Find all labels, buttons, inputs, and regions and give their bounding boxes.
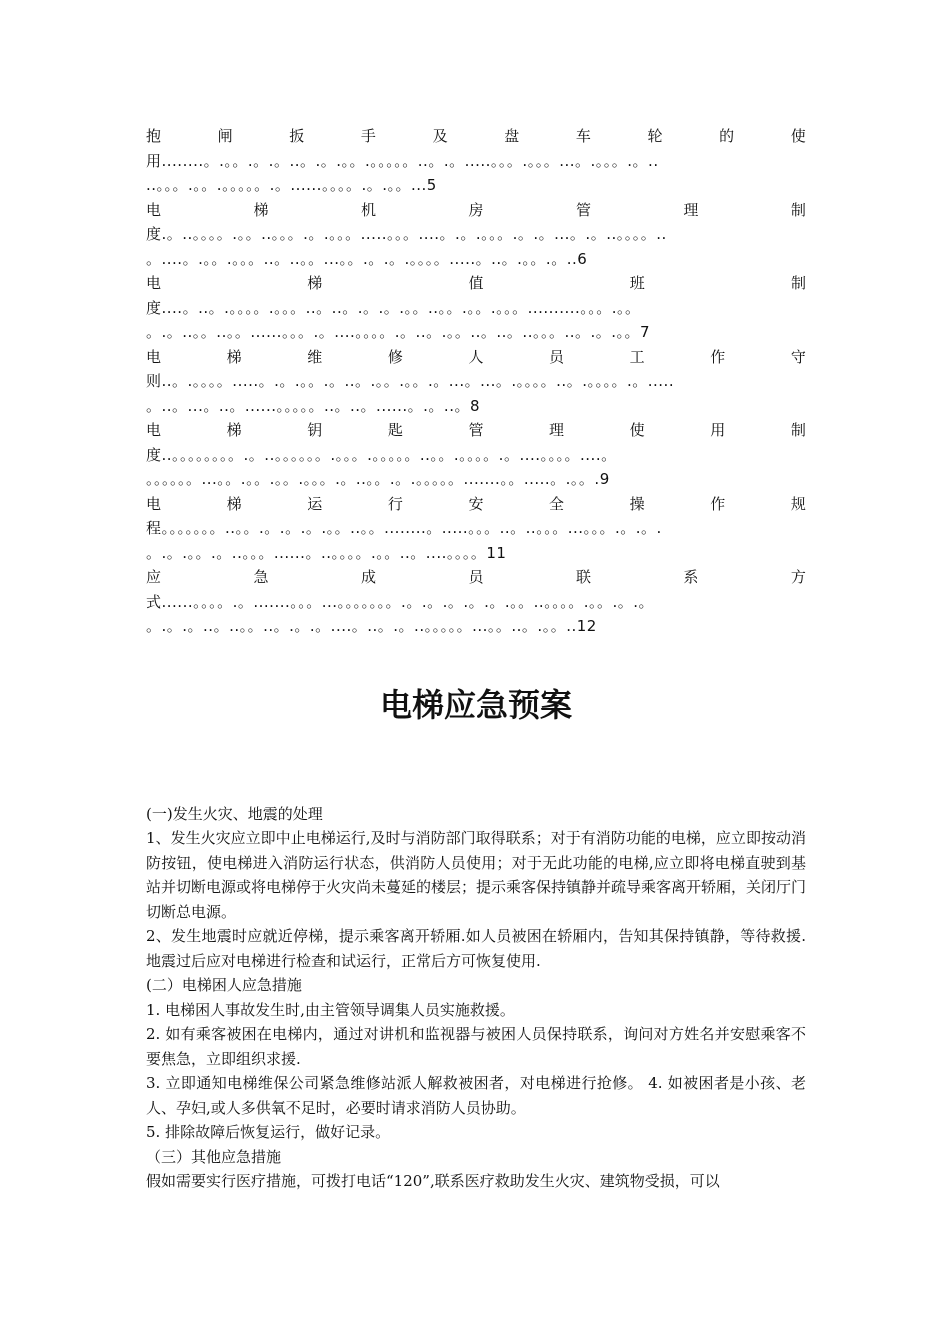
paragraph: 3. 立即通知电梯维保公司紧急维修站派人解救被困者，对电梯进行抢修。 4. 如被困者是小孩、老人、孕妇,或人多供氧不足时，必要时请求消防人员协助。 xyxy=(146,1074,806,1117)
paragraph: 假如需要实行医疗措施，可拨打电话“120”,联系医疗救助发生火灾、建筑物受损，可以 xyxy=(146,1172,720,1190)
toc-entry-heading: 电 梯 值 班 制 xyxy=(146,274,806,292)
toc-entry[interactable] xyxy=(146,271,806,345)
toc-entry-heading: 电 梯 运 行 安 全 操 作 规 xyxy=(146,494,806,513)
toc-entry[interactable] xyxy=(146,198,806,272)
toc-leader-line: 度..。。。。。。。。.。..。。。。。。.。。。.。。。。。..。。.。。。。.。....。。。。....。 xyxy=(146,445,617,464)
toc-leader-line-page: 。。。。。。...。。.。。.。。.。。。.。..。。.。.。。。。。.......。。.....。.。。.9 xyxy=(146,470,610,488)
document-title: 电梯应急预案 xyxy=(379,685,572,724)
toc-leader-line: 式......。。。。.。.......。。。...。。。。。。。.。.。.。.。.。.。。..。。。。.。。.。.。 xyxy=(146,592,655,611)
toc-leader-line: 度....。..。.。。。。.。。。..。..。.。.。.。。..。。.。。.。。。..........。。。.。。 xyxy=(146,298,641,317)
toc-leader-line-page: 。....。.。。.。。。..。..。。...。。.。.。.。。。。.....。..。.。。.。..6 xyxy=(146,249,588,268)
toc-entry-heading: 电 梯 机 房 管 理 制 xyxy=(146,200,806,219)
section-heading: (一)发生火灾、地震的处理 xyxy=(146,804,323,823)
paragraph: 5. 排除故障后恢复运行，做好记录。 xyxy=(146,1123,391,1141)
paragraph: 1. 电梯困人事故发生时,由主管领导调集人员实施救援。 xyxy=(146,1000,515,1019)
toc-entry-heading: 电 梯 维 修 人 员 工 作 守 xyxy=(146,347,806,366)
paragraph: 1、发生火灾应立即中止电梯运行,及时与消防部门取得联系；对于有消防功能的电梯，应立即按动消防按钮，使电梯进入消防运行状态，供消防人员使用；对于无此功能的电梯,应立即将电梯直驶到基站并切断电源或将电梯停于火灾尚未蔓延的楼层；提示乘客保持镇静并疏导乘客离开轿厢，关闭厅门切断总电源。 xyxy=(146,829,807,921)
toc-entry-heading: 抱 闸 扳 手 及 盘 车 轮 的 使 xyxy=(146,127,806,145)
document-page xyxy=(146,124,806,1194)
toc-leader-line: 则..。.。。。。.....。.。.。。.。..。.。。.。。.。...。...。.。。。。..。.。。。。.。..... xyxy=(146,372,675,390)
section-heading: （三）其他应急措施 xyxy=(146,1147,282,1166)
toc-leader-line: 程。。。。。。。..。。.。.。.。.。。..。。........。.....。。。..。..。。。...。。。.。.。. xyxy=(146,519,662,537)
toc-entry[interactable] xyxy=(146,418,806,492)
toc-entry-heading: 电 梯 钥 匙 管 理 使 用 制 xyxy=(146,421,806,439)
toc-leader-line: 度.。..。。。。.。。..。。。.。.。。。.....。。。....。.。.。。。.。.。...。.。..。。。。.. xyxy=(146,225,667,243)
toc-entry[interactable] xyxy=(146,492,806,566)
toc-leader-line-page: 。.。.。..。..。。..。.。.。....。..。.。..。。。。。...。。..。.。。..12 xyxy=(146,617,597,635)
paragraph: 2、发生地震时应就近停梯，提示乘客离开轿厢.如人员被困在轿厢内，告知其保持镇静，等待救援.地震过后应对电梯进行检查和试运行，正常后方可恢复使用. xyxy=(146,927,806,970)
toc-entry[interactable] xyxy=(146,565,806,639)
toc-leader-line-page: 。.。..。。..。。......。。。.。....。。。。.。..。.。。..。..。..。。。..。.。.。。7 xyxy=(146,323,651,341)
toc-entry[interactable] xyxy=(146,124,806,198)
toc-entry[interactable] xyxy=(146,345,806,419)
toc-leader-line-page: ..。。。.。。.。。。。。.。......。。。。.。.。。...5 xyxy=(146,176,437,194)
table-of-contents xyxy=(146,124,806,639)
section-heading: (二）电梯困人应急措施 xyxy=(146,976,302,994)
paragraph: 2. 如有乘客被困在电梯内，通过对讲机和监视器与被困人员保持联系，询问对方姓名并安慰乘客不要焦急，立即组织求援. xyxy=(146,1025,806,1068)
toc-leader-line-page: 。..。...。..。......。。。。。..。..。......。.。..。8 xyxy=(146,396,481,415)
toc-leader-line: 用........。.。。.。.。..。.。.。。.。。。。。..。.。.....。。。.。。。...。.。。。.。.. xyxy=(146,151,659,170)
toc-entry-heading: 应 急 成 员 联 系 方 xyxy=(146,568,806,586)
document-body xyxy=(146,802,806,1194)
toc-leader-line-page: 。.。.。。.。..。。。......。..。。。。.。。..。....。。。。11 xyxy=(146,543,507,562)
